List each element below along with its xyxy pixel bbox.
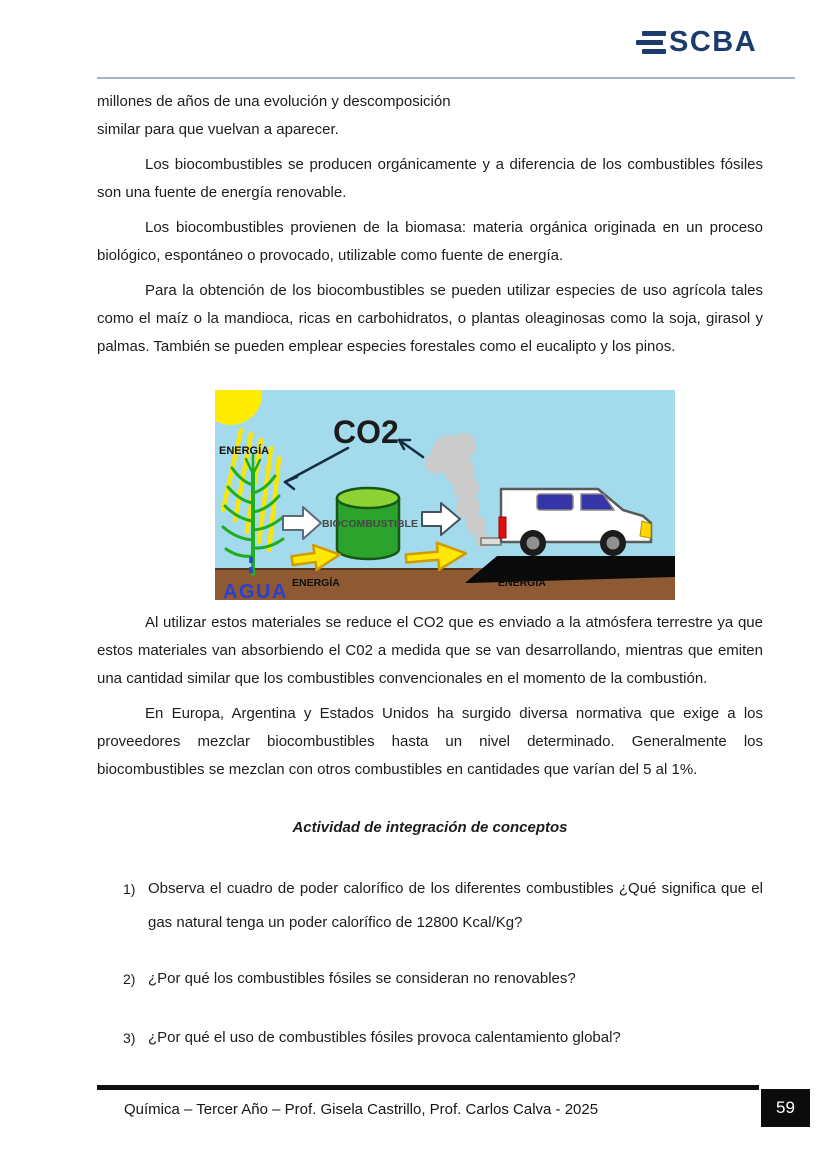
biocombustible-label: BIOCOMBUSTIBLE bbox=[322, 518, 418, 530]
paragraph: Los biocombustibles provienen de la biomasa: materia orgánica originada en un proceso biológico, espontáneo o provocado, utilizable como fuente de energía. bbox=[97, 219, 763, 264]
logo-wordmark: SCBA bbox=[669, 26, 758, 58]
question-text: Observa el cuadro de poder calorífico de los diferentes combustibles ¿Qué significa que el gas natural tenga un poder calorífico de 12800 Kcal/Kg? bbox=[148, 880, 763, 931]
biofuel-cycle-drawing bbox=[215, 390, 675, 600]
van-front-hub bbox=[607, 537, 620, 550]
paragraph: Para la obtención de los biocombustibles se pueden utilizar especies de uso agrícola tales como el maíz o la mandioca, ricas en carbohidratos, o plantas oleaginosas como la soja, girasol y palmas. También se pueden emplear especies forestales como el eucalipto y los pinos. bbox=[97, 282, 763, 355]
co2-label: CO2 bbox=[333, 414, 399, 450]
van-taillight bbox=[499, 517, 506, 538]
footer-divider bbox=[97, 1085, 759, 1090]
van-exhaust-pipe bbox=[481, 538, 501, 545]
question-item bbox=[123, 872, 763, 940]
school-logo bbox=[636, 26, 758, 58]
van-rear-hub bbox=[527, 537, 540, 550]
paragraph: similar para que vuelvan a aparecer. bbox=[97, 121, 339, 138]
question-number: 1) bbox=[123, 881, 136, 897]
energia-left-label: ENERGÍA bbox=[292, 577, 340, 589]
paragraph: Los biocombustibles se producen orgánicamente y a diferencia de los combustibles fósiles son una fuente de energía renovable. bbox=[97, 156, 763, 201]
energia-sun-label: ENERGÍA bbox=[219, 445, 270, 457]
question-item bbox=[123, 962, 763, 996]
page-content bbox=[97, 88, 763, 1080]
logo-e-icon bbox=[636, 31, 666, 54]
footer-course-line: Química – Tercer Año – Prof. Gisela Castrillo, Prof. Carlos Calva - 2025 bbox=[124, 1101, 599, 1118]
page-number-badge: 59 bbox=[761, 1089, 810, 1127]
question-text: ¿Por qué los combustibles fósiles se consideran no renovables? bbox=[148, 970, 576, 987]
biofuel-cycle-illustration bbox=[215, 390, 675, 600]
agua-label: AGUA bbox=[223, 581, 288, 600]
question-item bbox=[123, 1021, 763, 1055]
paragraph: Al utilizar estos materiales se reduce el CO2 que es enviado a la atmósfera terrestre ya que estos materiales van absorbiendo el C02 a medida que se van desarrollando, mientras que emiten una cantidad similar que los combustibles convencionales en el momento de la combustión. bbox=[97, 614, 763, 687]
energia-right-label: ENERGÍA bbox=[498, 577, 546, 589]
activity-questions bbox=[97, 872, 763, 1055]
paragraph: millones de años de una evolución y descomposición bbox=[97, 93, 451, 110]
van-headlight bbox=[640, 521, 651, 538]
paragraph: En Europa, Argentina y Estados Unidos ha surgido diversa normativa que exige a los proveedores mezclar biocombustibles hasta un nivel determinado. Generalmente los biocombustibles se mezclan con otros combustibles en cantidades que varían del 5 al 1%. bbox=[97, 705, 763, 778]
question-text: ¿Por qué el uso de combustibles fósiles provoca calentamiento global? bbox=[148, 1029, 621, 1046]
question-number: 2) bbox=[123, 971, 136, 987]
question-number: 3) bbox=[123, 1030, 136, 1046]
activity-heading: Actividad de integración de conceptos bbox=[292, 819, 568, 836]
header-divider bbox=[97, 77, 795, 79]
van-rear-window bbox=[537, 494, 573, 510]
biofuel-barrel-top bbox=[337, 488, 399, 508]
